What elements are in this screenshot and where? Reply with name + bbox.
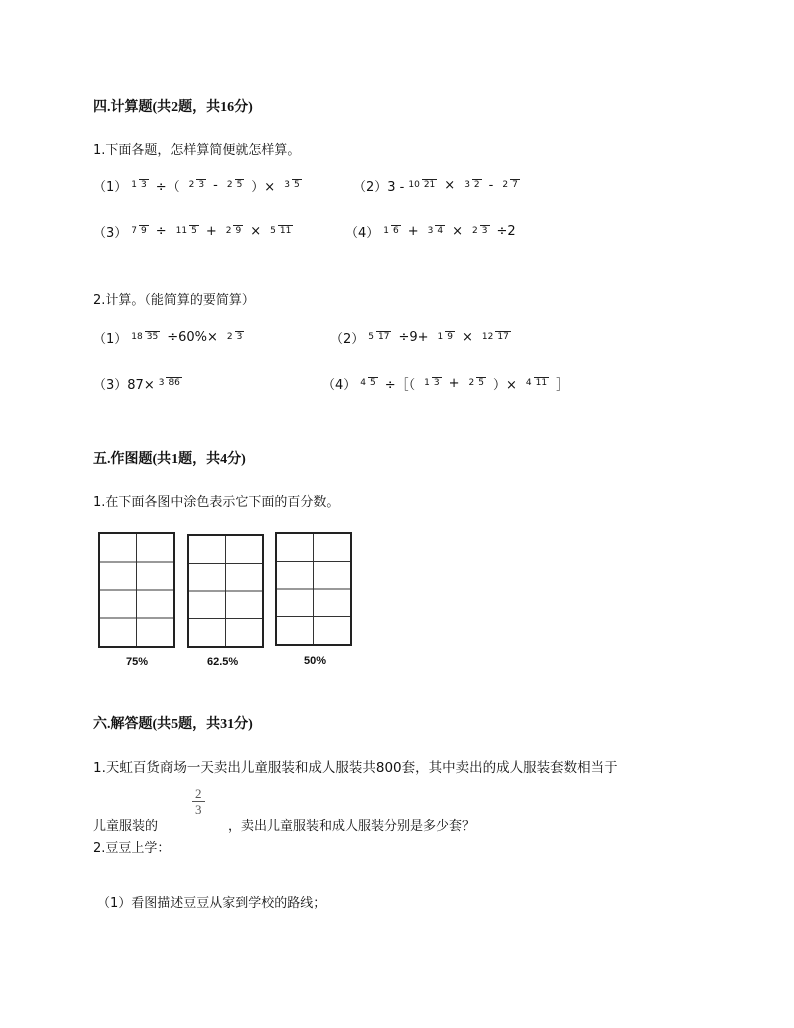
percent-label-1: 75% [126,656,149,668]
operator: ］ [556,378,570,393]
expr-label: （3）87× [93,378,155,393]
expr-label: （4） [345,226,380,241]
expr-4-1-4 [345,222,521,241]
fraction: 2 5 [468,378,484,388]
question-4-2-title: 2.计算。（能简算的要简算） [93,293,255,308]
fraction: 1 6 [383,226,399,236]
fraction-two-thirds [192,786,205,817]
operator: ÷9+ [398,330,429,345]
grid-lines [100,534,173,646]
expr-4-1-3 [93,222,295,241]
expr-4-1-2 [353,176,522,195]
fraction: 1 3 [131,180,147,190]
expr-4-1-1 [93,176,304,195]
operator: + [205,224,217,239]
percent-label-2: 62.5% [207,656,239,668]
fraction: 1 9 [437,332,453,342]
operator: × [462,330,473,345]
operator: × [444,178,456,193]
question-6-2-sub1: （1）看图描述豆豆从家到学校的路线； [97,896,327,911]
fraction: 2 3 [472,226,488,236]
fraction: 1 3 [424,378,440,388]
operator: ）× [493,378,517,393]
question-6-1-line1: 1.天虹百货商场一天卖出儿童服装和成人服装共800套，其中卖出的成人服装套数相当于 [93,760,618,776]
operator: ÷60%× [167,330,218,345]
expr-label: （1） [93,180,128,195]
fraction: 3 5 [284,180,300,190]
fraction-numerator: 2 [195,786,202,801]
fraction: 5 17 [368,332,390,342]
grid-lines [189,536,262,646]
question-4-1-title: 1.下面各题，怎样算简便就怎样算。 [93,143,301,158]
fraction: 2 3 [226,332,243,342]
fraction: 2 9 [225,226,242,236]
question-6-1-line2a: 儿童服装的 [93,819,159,834]
expr-4-2-2 [330,328,513,347]
section-4-title: 四.计算题(共2题，共16分) [93,100,253,115]
fraction: 10 21 [408,180,436,190]
grid-lines [277,534,350,644]
fraction: 2 3 [188,180,205,190]
fraction: 2 5 [226,180,243,190]
fraction: 5 11 [270,226,292,236]
expr-label: （1） [93,332,128,347]
operator: ÷2 [496,224,516,239]
operator: ÷ [155,224,167,239]
fraction: 4 11 [525,378,548,388]
fraction: 3 2 [464,180,480,190]
percent-grid-1[interactable] [98,532,175,648]
section-5-title: 五.作图题(共1题，共4分) [93,452,246,467]
operator: + [448,376,460,391]
section-6-title: 六.解答题(共5题，共31分) [93,717,253,732]
operator: - [213,178,218,193]
operator: - [488,178,494,193]
fraction: 11 5 [175,226,197,236]
operator: + [407,224,419,239]
percent-label-3: 50% [304,655,327,667]
operator: × [250,224,262,239]
fraction-denominator: 3 [192,801,205,817]
percent-grid-2[interactable] [187,534,264,648]
fraction: 3 4 [427,226,444,236]
operator: ）× [251,180,276,195]
expr-label: （3） [93,226,128,241]
fraction: 18 35 [131,332,159,342]
fraction: 2 7 [502,180,518,190]
expr-label: （4） [322,378,357,393]
question-5-1-title: 1.在下面各图中涂色表示它下面的百分数。 [93,495,340,510]
expr-4-2-1 [93,328,246,347]
expr-4-2-4 [322,374,574,393]
expr-4-2-3 [93,374,184,393]
expr-label: （2）3 - [353,180,405,195]
operator: × [452,224,464,239]
fraction: 12 17 [481,332,509,342]
fraction: 4 5 [360,378,376,388]
operator: ÷（ [155,180,180,195]
fraction: 7 9 [131,226,147,236]
question-6-1-line2b: ，卖出儿童服装和成人服装分别是多少套？ [228,819,476,834]
fraction: 3 86 [158,378,180,388]
question-6-2-title: 2.豆豆上学： [93,841,171,856]
operator: ÷［（ [384,378,416,393]
expr-label: （2） [330,332,365,347]
percent-grid-3[interactable] [275,532,352,646]
